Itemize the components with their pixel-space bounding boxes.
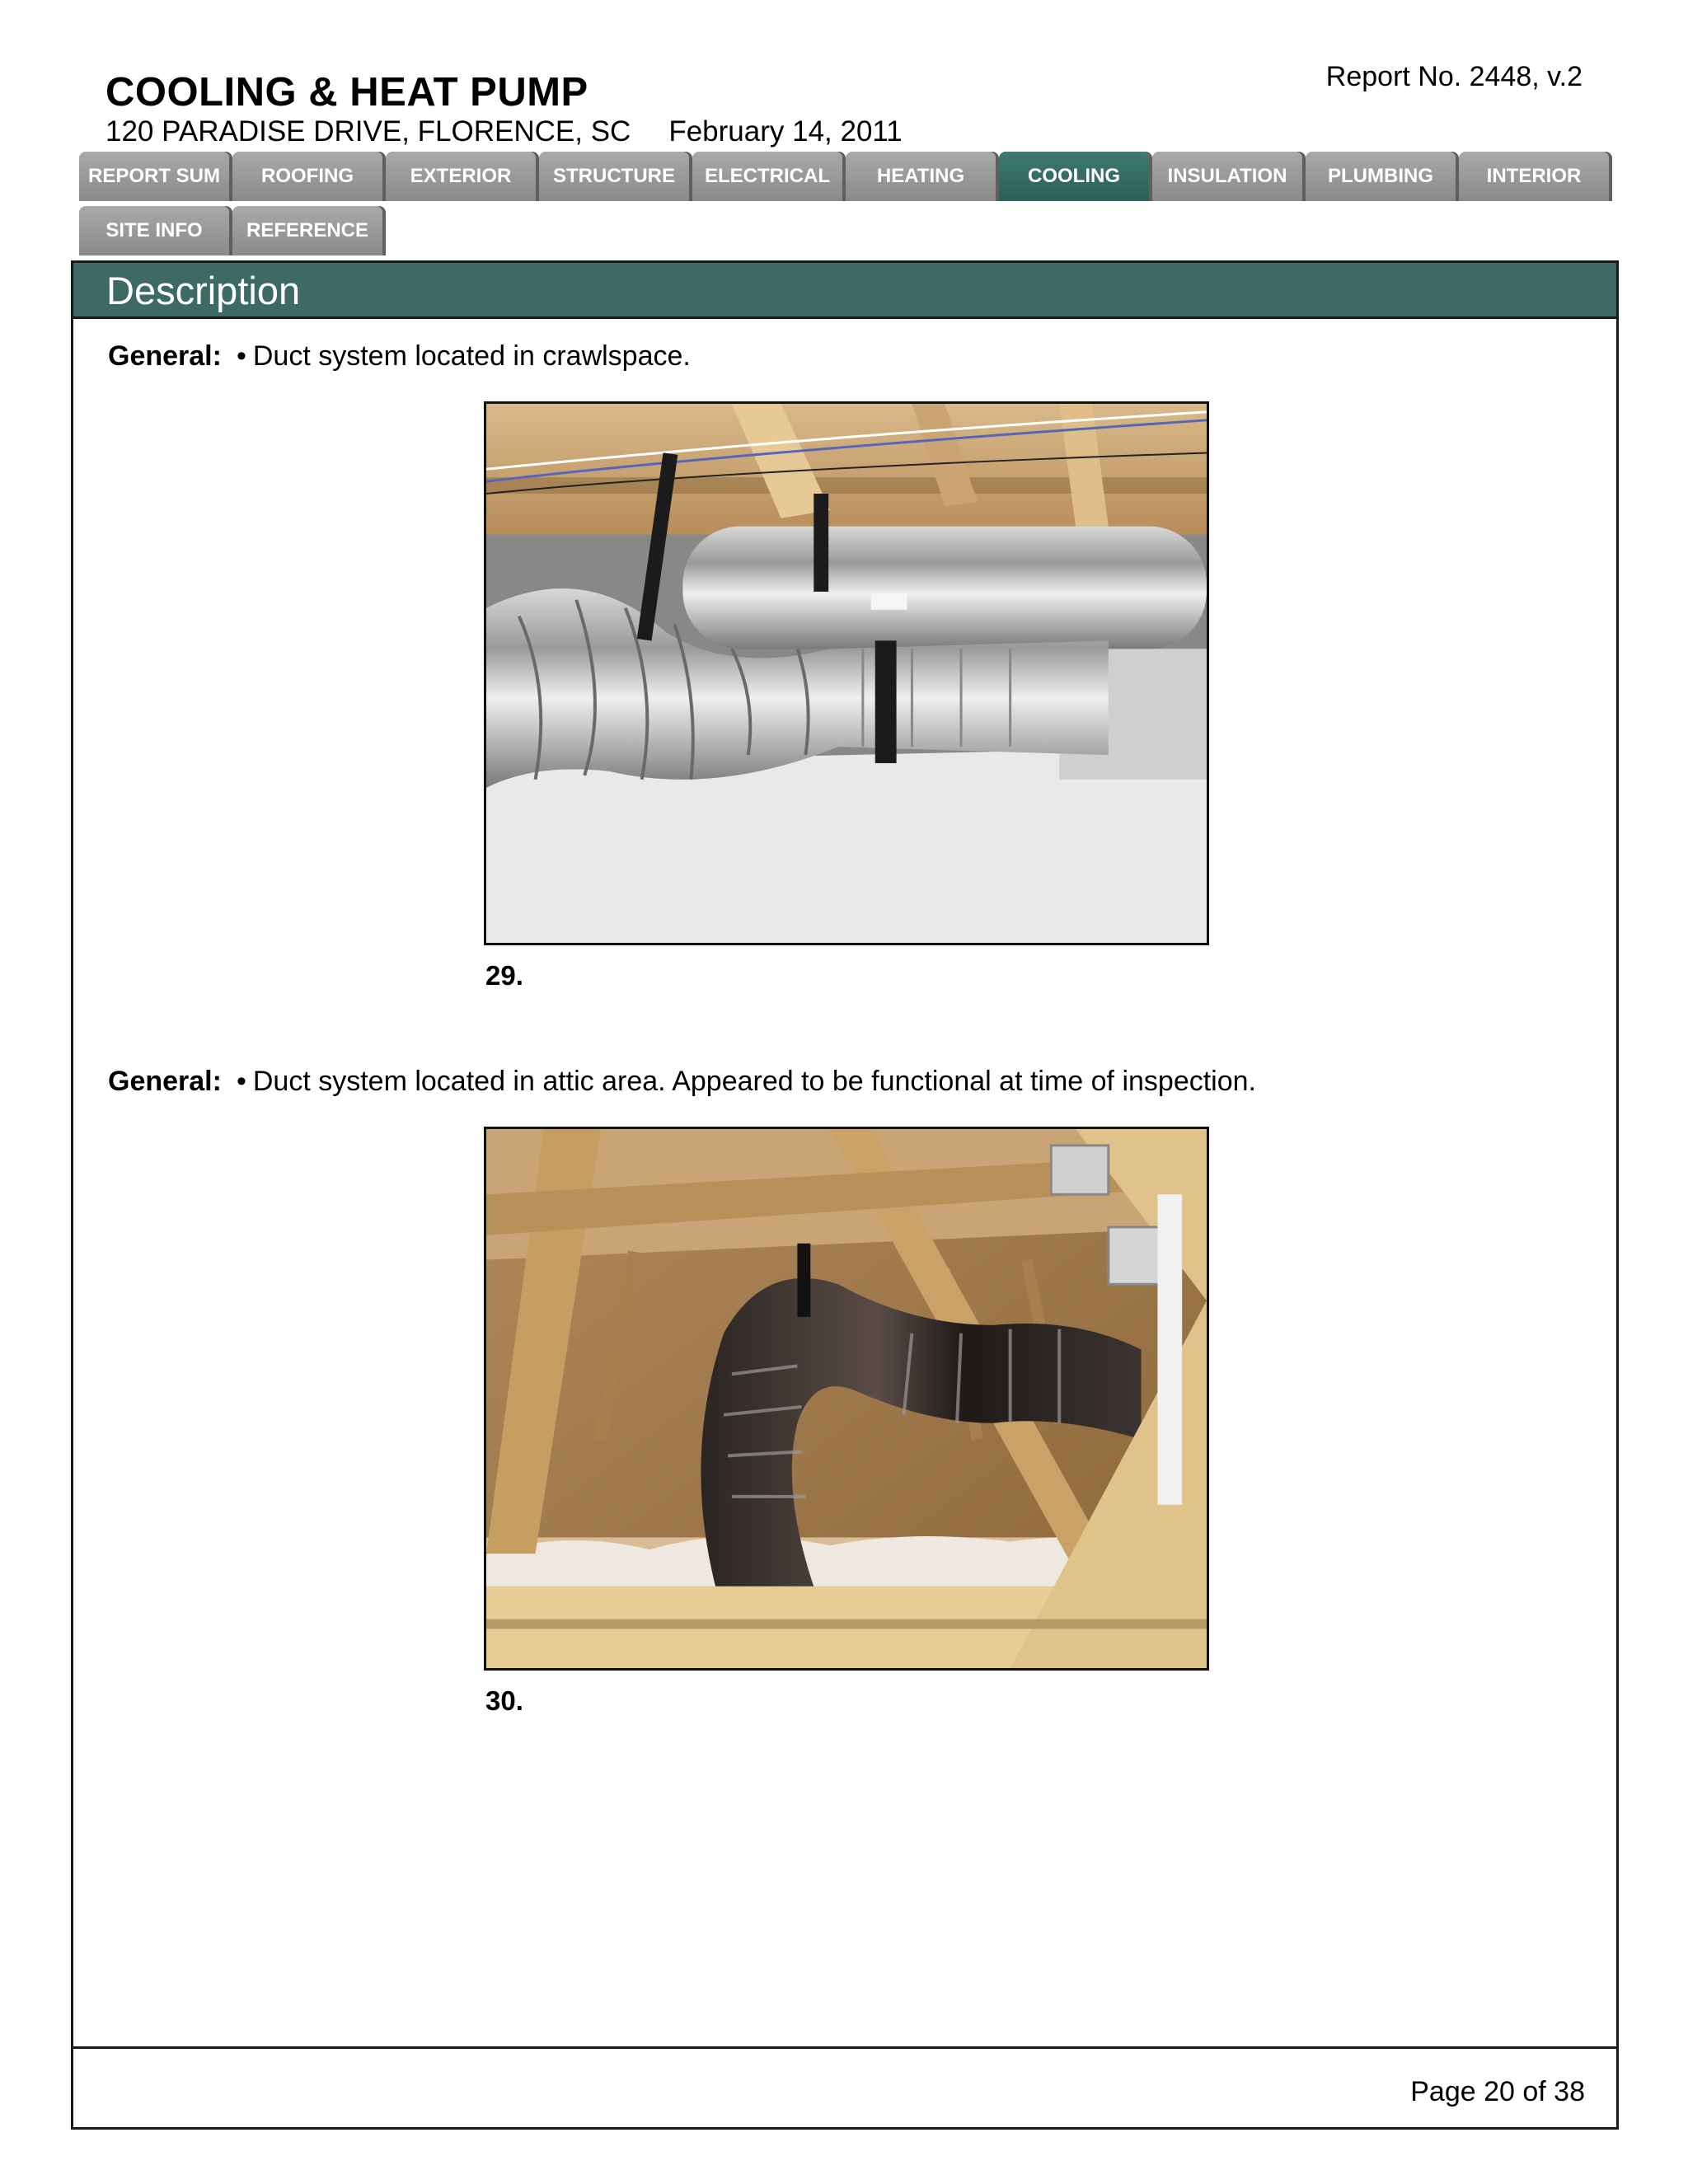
tab-cooling[interactable]: COOLING: [999, 152, 1149, 201]
section-tabs: [79, 152, 1612, 260]
observation-2: [108, 1066, 1256, 1098]
observation-text: Duct system located in attic area. Appeared to be functional at time of inspection.: [252, 1066, 1256, 1097]
tab-exterior[interactable]: EXTERIOR: [386, 152, 536, 201]
tab-row-1: [79, 152, 1612, 203]
crawlspace-duct-image: [486, 404, 1207, 943]
footer-divider: [73, 2046, 1616, 2049]
tab-structure[interactable]: STRUCTURE: [539, 152, 689, 201]
tab-row-2: [79, 206, 1612, 257]
tab-reference[interactable]: REFERENCE: [232, 206, 382, 255]
attic-duct-image: [486, 1129, 1207, 1668]
photo-caption-29: 29.: [485, 960, 523, 991]
tab-electrical[interactable]: ELECTRICAL: [692, 152, 842, 201]
tab-insulation[interactable]: INSULATION: [1152, 152, 1302, 201]
page-number: Page 20 of 38: [1410, 2076, 1585, 2107]
tab-plumbing[interactable]: PLUMBING: [1306, 152, 1456, 201]
address-line: [106, 115, 903, 148]
observation-label: General:: [108, 1066, 222, 1097]
tab-report-summary[interactable]: REPORT SUM: [79, 152, 229, 201]
observation-label: General:: [108, 340, 222, 372]
tab-roofing[interactable]: ROOFING: [232, 152, 382, 201]
photo-caption-30: 30.: [485, 1685, 523, 1716]
inspection-date: February 14, 2011: [668, 115, 903, 148]
tab-heating[interactable]: HEATING: [846, 152, 996, 201]
report-number: Report No. 2448, v.2: [1325, 61, 1582, 92]
property-address: 120 PARADISE DRIVE, FLORENCE, SC: [106, 115, 631, 148]
tab-interior[interactable]: INTERIOR: [1459, 152, 1609, 201]
report-content-frame: [71, 260, 1619, 2130]
section-heading: Description: [73, 263, 1616, 319]
photo-attic-ducts[interactable]: [484, 1127, 1209, 1671]
page-title: COOLING & HEAT PUMP: [106, 70, 588, 115]
bullet: •: [236, 1066, 246, 1097]
tab-site-info[interactable]: SITE INFO: [79, 206, 229, 255]
observation-1: [108, 340, 691, 373]
photo-crawlspace-ducts[interactable]: [484, 401, 1209, 945]
bullet: •: [236, 340, 246, 372]
observation-text: Duct system located in crawlspace.: [252, 340, 691, 372]
